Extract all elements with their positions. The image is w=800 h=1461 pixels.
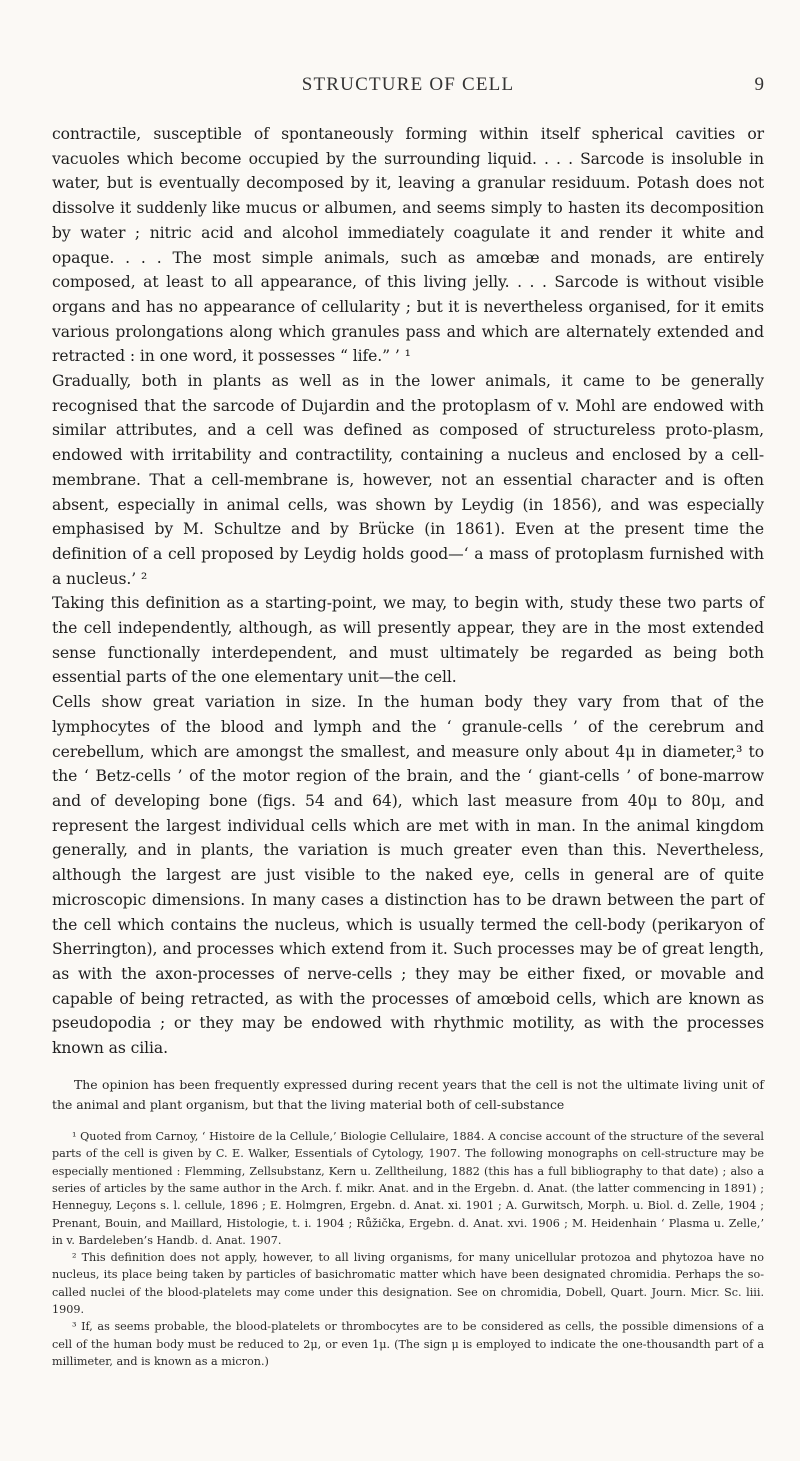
book-page — [0, 74, 800, 1461]
footnote: ³ If, as seems probable, the blood-platelets or thrombocytes are to be considered as cells, the possible dimensions of a cell of the human body must be reduced to 2μ, or even 1μ. (The sign μ is employed to indicate the one-thousandth part of a millimeter, and is known as a micron.) — [52, 1320, 764, 1368]
paragraph: Gradually, both in plants as well as in the lower animals, it came to be generally recognised that the sarcode of Dujardin and the protoplasm of v. Mohl are endowed with similar attributes, and a cell was defined as composed of structureless proto-plasm, endowed with irritability and contractility, containing a nucleus and enclosed by a cell-membrane. That a cell-membrane is, however, not an essential character and is often absent, especially in animal cells, was shown by Leydig (in 1856), and was especially emphasised by M. Schultze and by Brücke (in 1861). Even at the present time the definition of a cell proposed by Leydig holds good—‘ a mass of protoplasm furnished with a nucleus.’ ² — [52, 372, 764, 588]
running-head: STRUCTURE OF CELL — [301, 74, 515, 95]
paragraph: Taking this definition as a starting-point, we may, to begin with, study these two parts of the cell independently, although, as will presently appear, they are in the most extended sense functionally interdependent, and must ultimately be regarded as being both essential parts of the one elementary unit—the cell. — [52, 594, 764, 687]
body-text — [52, 122, 764, 1061]
page-header — [52, 74, 764, 104]
paragraph: Cells show great variation in size. In the human body they vary from that of the lymphocytes of the blood and lymph and the ‘ granule-cells ’ of the cerebrum and cerebellum, which are amongst the smallest, and measure only about 4μ in diameter,³ to the ‘ Betz-cells ’ of the motor region of the brain, and the ‘ giant-cells ’ of bone-marrow and of developing bone (figs. 54 and 64), which last measure from 40μ to 80μ, and represent the largest individual cells which are met with in man. In the animal kingdom generally, and in plants, the variation is much greater even than this. Nevertheless, although the largest are just visible to the naked eye, cells in general are of quite microscopic dimensions. In many cases a distinction has to be drawn between the part of the cell which contains the nucleus, which is usually termed the cell-body (perikaryon of Sherrington), and processes which extend from it. Such processes may be of great length, as with the axon-processes of nerve-cells ; they may be either fixed, or movable and capable of being retracted, as with the processes of amœboid cells, which are known as pseudopodia ; or they may be endowed with rhythmic motility, as with the processes known as cilia. — [52, 693, 764, 1058]
footnote: ¹ Quoted from Carnoy, ‘ Histoire de la Cellule,’ Biologie Cellulaire, 1884. A concise account of the structure of the several parts of the cell is given by C. E. Walker, Essentials of Cytology, 1907. The following monographs on cell-structure may be especially mentioned : Flemming, Zellsubstanz, Kern u. Zelltheilung, 1882 (this has a full bibliography to that date) ; also a series of articles by the same author in the Arch. f. mikr. Anat. and in the Ergebn. d. Anat. (the latter commencing in 1891) ; Henneguy, Leçons s. l. cellule, 1896 ; E. Holmgren, Ergebn. d. Anat. xi. 1901 ; A. Gurwitsch, Morph. u. Biol. d. Zelle, 1904 ; Prenant, Bouin, and Maillard, Histologie, t. i. 1904 ; Růžička, Ergebn. d. Anat. xvi. 1906 ; M. Heidenhain ‘ Plasma u. Zelle,’ in v. Bardeleben’s Handb. d. Anat. 1907. — [52, 1130, 764, 1247]
page-number: 9 — [754, 74, 764, 95]
paragraph: contractile, susceptible of spontaneously forming within itself spherical cavities or vacuoles which become occupied by the surrounding liquid. . . . Sarcode is insoluble in water, but is eventually decomposed by it, leaving a granular residuum. Potash does not dissolve it suddenly like mucus or albumen, and seems simply to hasten its decomposition by water ; nitric acid and alcohol immediately coagulate it and render it white and opaque. . . . The most simple animals, such as amœbæ and monads, are entirely composed, at least to all appearance, of this living jelly. . . . Sarcode is without visible organs and has no appearance of cellularity ; but it is nevertheless organised, for it emits various prolongations along which granules pass and which are alternately extended and retracted : in one word, it possesses “ life.” ’ ¹ — [52, 125, 764, 366]
footnotes — [52, 1128, 764, 1370]
footnote: ² This definition does not apply, however, to all living organisms, for many unicellular protozoa and phytozoa have no nucleus, its place being taken by particles of basichromatic matter which have been designated chromidia. Perhaps the so-called nuclei of the blood-platelets may come under this designation. See on chromidia, Dobell, Quart. Journ. Micr. Sc. liii. 1909. — [52, 1251, 764, 1317]
small-print-note: The opinion has been frequently expressed during recent years that the cell is not the ultimate living unit of the animal and plant organism, but that the living material both of cell-substance — [52, 1076, 764, 1113]
